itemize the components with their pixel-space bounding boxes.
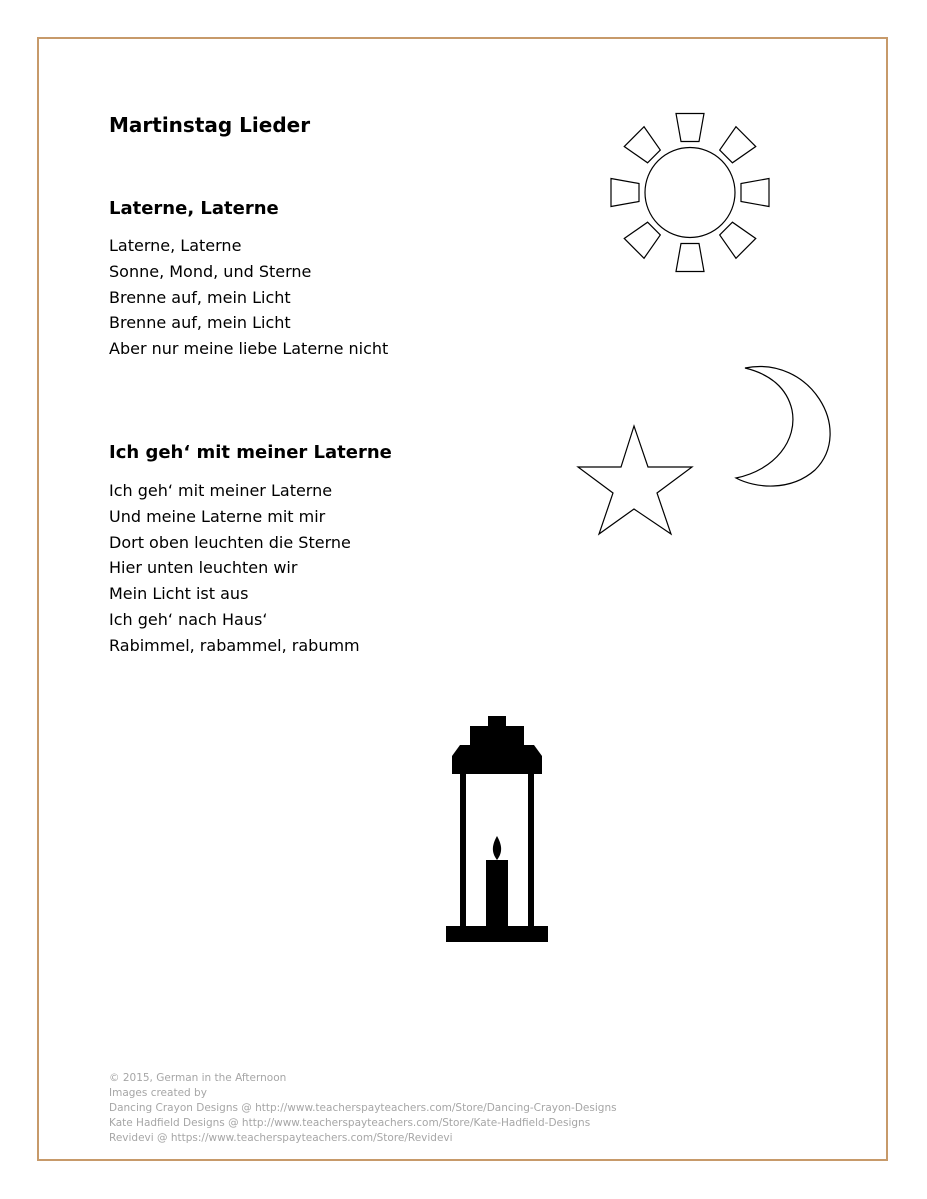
footer-line: Revidevi @ https://www.teacherspayteachers.com/Store/Revidevi [109, 1132, 453, 1144]
lantern-icon [440, 712, 554, 948]
lyric-line: Dort oben leuchten die Sterne [109, 532, 351, 552]
sun-icon [600, 105, 780, 280]
lyric-line: Aber nur meine liebe Laterne nicht [109, 339, 389, 359]
footer-line: © 2015, German in the Afternoon [109, 1072, 287, 1084]
lyric-line: Ich geh‘ nach Haus‘ [109, 609, 268, 629]
footer-line: Kate Hadfield Designs @ http://www.teacherspayteachers.com/Store/Kate-Hadfield-Designs [109, 1117, 591, 1129]
footer-line: Dancing Crayon Designs @ http://www.teacherspayteachers.com/Store/Dancing-Crayon-Designs [109, 1102, 617, 1114]
star-icon [575, 423, 695, 538]
footer-line: Images created by [109, 1087, 207, 1099]
lyric-line: Mein Licht ist aus [109, 584, 249, 604]
lyric-line: Brenne auf, mein Licht [109, 287, 291, 307]
song-title-laterne: Laterne, Laterne [109, 198, 279, 219]
song-lyrics-ich-geh [109, 478, 360, 659]
page-title: Martinstag Lieder [109, 113, 311, 137]
lyric-line: Laterne, Laterne [109, 236, 242, 255]
crescent-moon-icon [730, 360, 840, 492]
lyric-line: Hier unten leuchten wir [109, 558, 298, 578]
lyric-line: Und meine Laterne mit mir [109, 506, 326, 526]
lyric-line: Sonne, Mond, und Sterne [109, 261, 312, 281]
song-title-ich-geh: Ich geh‘ mit meiner Laterne [109, 442, 392, 463]
footer-credits [109, 1071, 617, 1146]
song-lyrics-laterne [109, 233, 388, 362]
lyric-line: Ich geh‘ mit meiner Laterne [109, 481, 333, 500]
lyric-line: Rabimmel, rabammel, rabumm [109, 635, 360, 655]
lyric-line: Brenne auf, mein Licht [109, 313, 291, 333]
